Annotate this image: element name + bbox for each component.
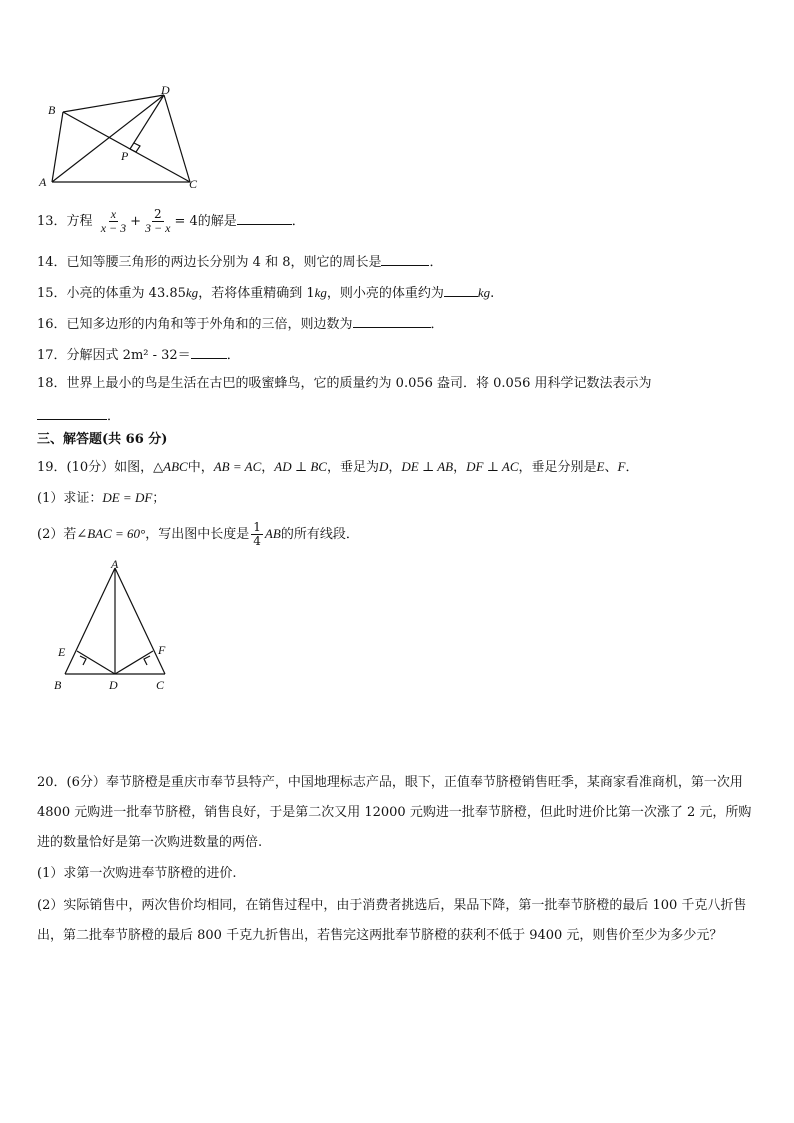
answer-blank	[37, 405, 107, 420]
question-19-part-1: (1）求证：DE = DF；	[37, 490, 166, 506]
question-text: 16．已知多边形的内角和等于外角和的三倍，则边数为	[37, 317, 353, 332]
label-e: E	[58, 645, 66, 659]
question-text: 18．世界上最小的鸟是生活在古巴的吸蜜蜂鸟，它的质量约为 0.056 盎司．将 0.056 用科学记数法表示为	[37, 376, 652, 391]
segment-de	[77, 651, 115, 674]
segment-bd	[63, 95, 164, 112]
question-14: 14．已知等腰三角形的两边长分别为 4 和 8，则它的周长是 ．	[37, 251, 443, 272]
question-17: 17．分解因式 2m² - 32＝ ．	[37, 344, 240, 365]
label-a: A	[39, 175, 47, 189]
answer-blank	[444, 282, 478, 297]
segment-ab	[65, 568, 115, 674]
question-text: 17．分解因式 2m² - 32＝	[37, 348, 191, 363]
question-19-part-2: (2）若∠BAC = 60°，写出图中长度是 $\frac{1}{4}$ AB的所有线段．	[37, 520, 359, 548]
question-text: 方程	[66, 214, 93, 229]
segment-df	[115, 651, 153, 674]
equals-4: = 4	[174, 214, 198, 229]
question-16: 16．已知多边形的内角和等于外角和的三倍，则边数为 ．	[37, 313, 444, 334]
question-15: 15．小亮的体重为 43.85kg，若将体重精确到 1kg，则小亮的体重约为 kg.	[37, 282, 494, 303]
question-text: 的解是	[197, 214, 237, 229]
label-p: P	[121, 149, 129, 163]
fraction-1: $\frac{x}{x - 3}$	[100, 207, 127, 235]
section-title: 三、解答题(共 66 分)	[37, 432, 168, 447]
answer-blank	[191, 344, 227, 359]
question-18-answer-line: ．	[37, 405, 120, 426]
label-c: C	[156, 678, 165, 692]
label-f: F	[158, 643, 166, 657]
plus-sign: +	[130, 214, 142, 229]
question-18	[37, 375, 652, 393]
answer-blank	[237, 210, 292, 225]
segment-ac	[115, 568, 165, 674]
label-d: D	[109, 678, 118, 692]
figure-quadrilateral	[30, 80, 210, 195]
answer-blank	[381, 251, 429, 266]
right-angle-mark-e	[80, 656, 86, 665]
label-c: C	[189, 177, 198, 191]
fraction-2: $\frac{2}{3 - x}$	[145, 207, 171, 235]
question-19: 19．(10分）如图，△ABC中，AB = AC，AD ⊥ BC，垂足为D，DE ⊥ AB，DF ⊥ AC，垂足分别是E、F．	[37, 459, 639, 475]
question-20: 20．(6分）奉节脐橙是重庆市奉节县特产，中国地理标志产品，眼下，正值奉节脐橙销售旺季，某商家看准商机，第一次用 4800 元购进一批奉节脐橙，销售良好，于是第二次又用 12000 元购进一批奉节脐橙，但此时进价比第一次涨了 2 元，所购进的数量恰好是第一次购进数量的两倍.	[37, 775, 752, 850]
answer-blank	[353, 313, 431, 328]
segment-dp	[130, 95, 164, 149]
question-number: 13．	[37, 214, 67, 229]
label-b: B	[54, 678, 62, 692]
question-20-part-1: (1）求第一次购进奉节脐橙的进价.	[37, 866, 237, 881]
segment-bc	[63, 112, 190, 182]
question-text: 14．已知等腰三角形的两边长分别为 4 和 8，则它的周长是	[37, 255, 382, 270]
segment-ab	[52, 112, 63, 182]
right-angle-mark-f	[144, 656, 150, 665]
question-20-part-2: (2）实际销售中，两次售价均相同，在销售过程中，由于消费者挑选后，果品下降，第一批奉节脐橙的最后 100 千克八折售出，第二批奉节脐橙的最后 800 千克九折售出，若售完这两批奉节脐橙的获利不低于 9400 元，则售价至少为多少元？	[37, 898, 747, 943]
segment-dc	[164, 95, 190, 182]
question-13: 13．方程 $\frac{x}{x - 3}$ + $\frac{2}{3 - x}$ = 4的解是 ．	[37, 207, 305, 235]
figure-triangle	[48, 556, 178, 696]
label-d: D	[161, 83, 170, 97]
label-b: B	[48, 103, 56, 117]
fraction-one-quarter: $\frac{1}{4}$	[253, 520, 261, 548]
segment-ad	[52, 95, 164, 182]
label-a: A	[111, 557, 119, 571]
